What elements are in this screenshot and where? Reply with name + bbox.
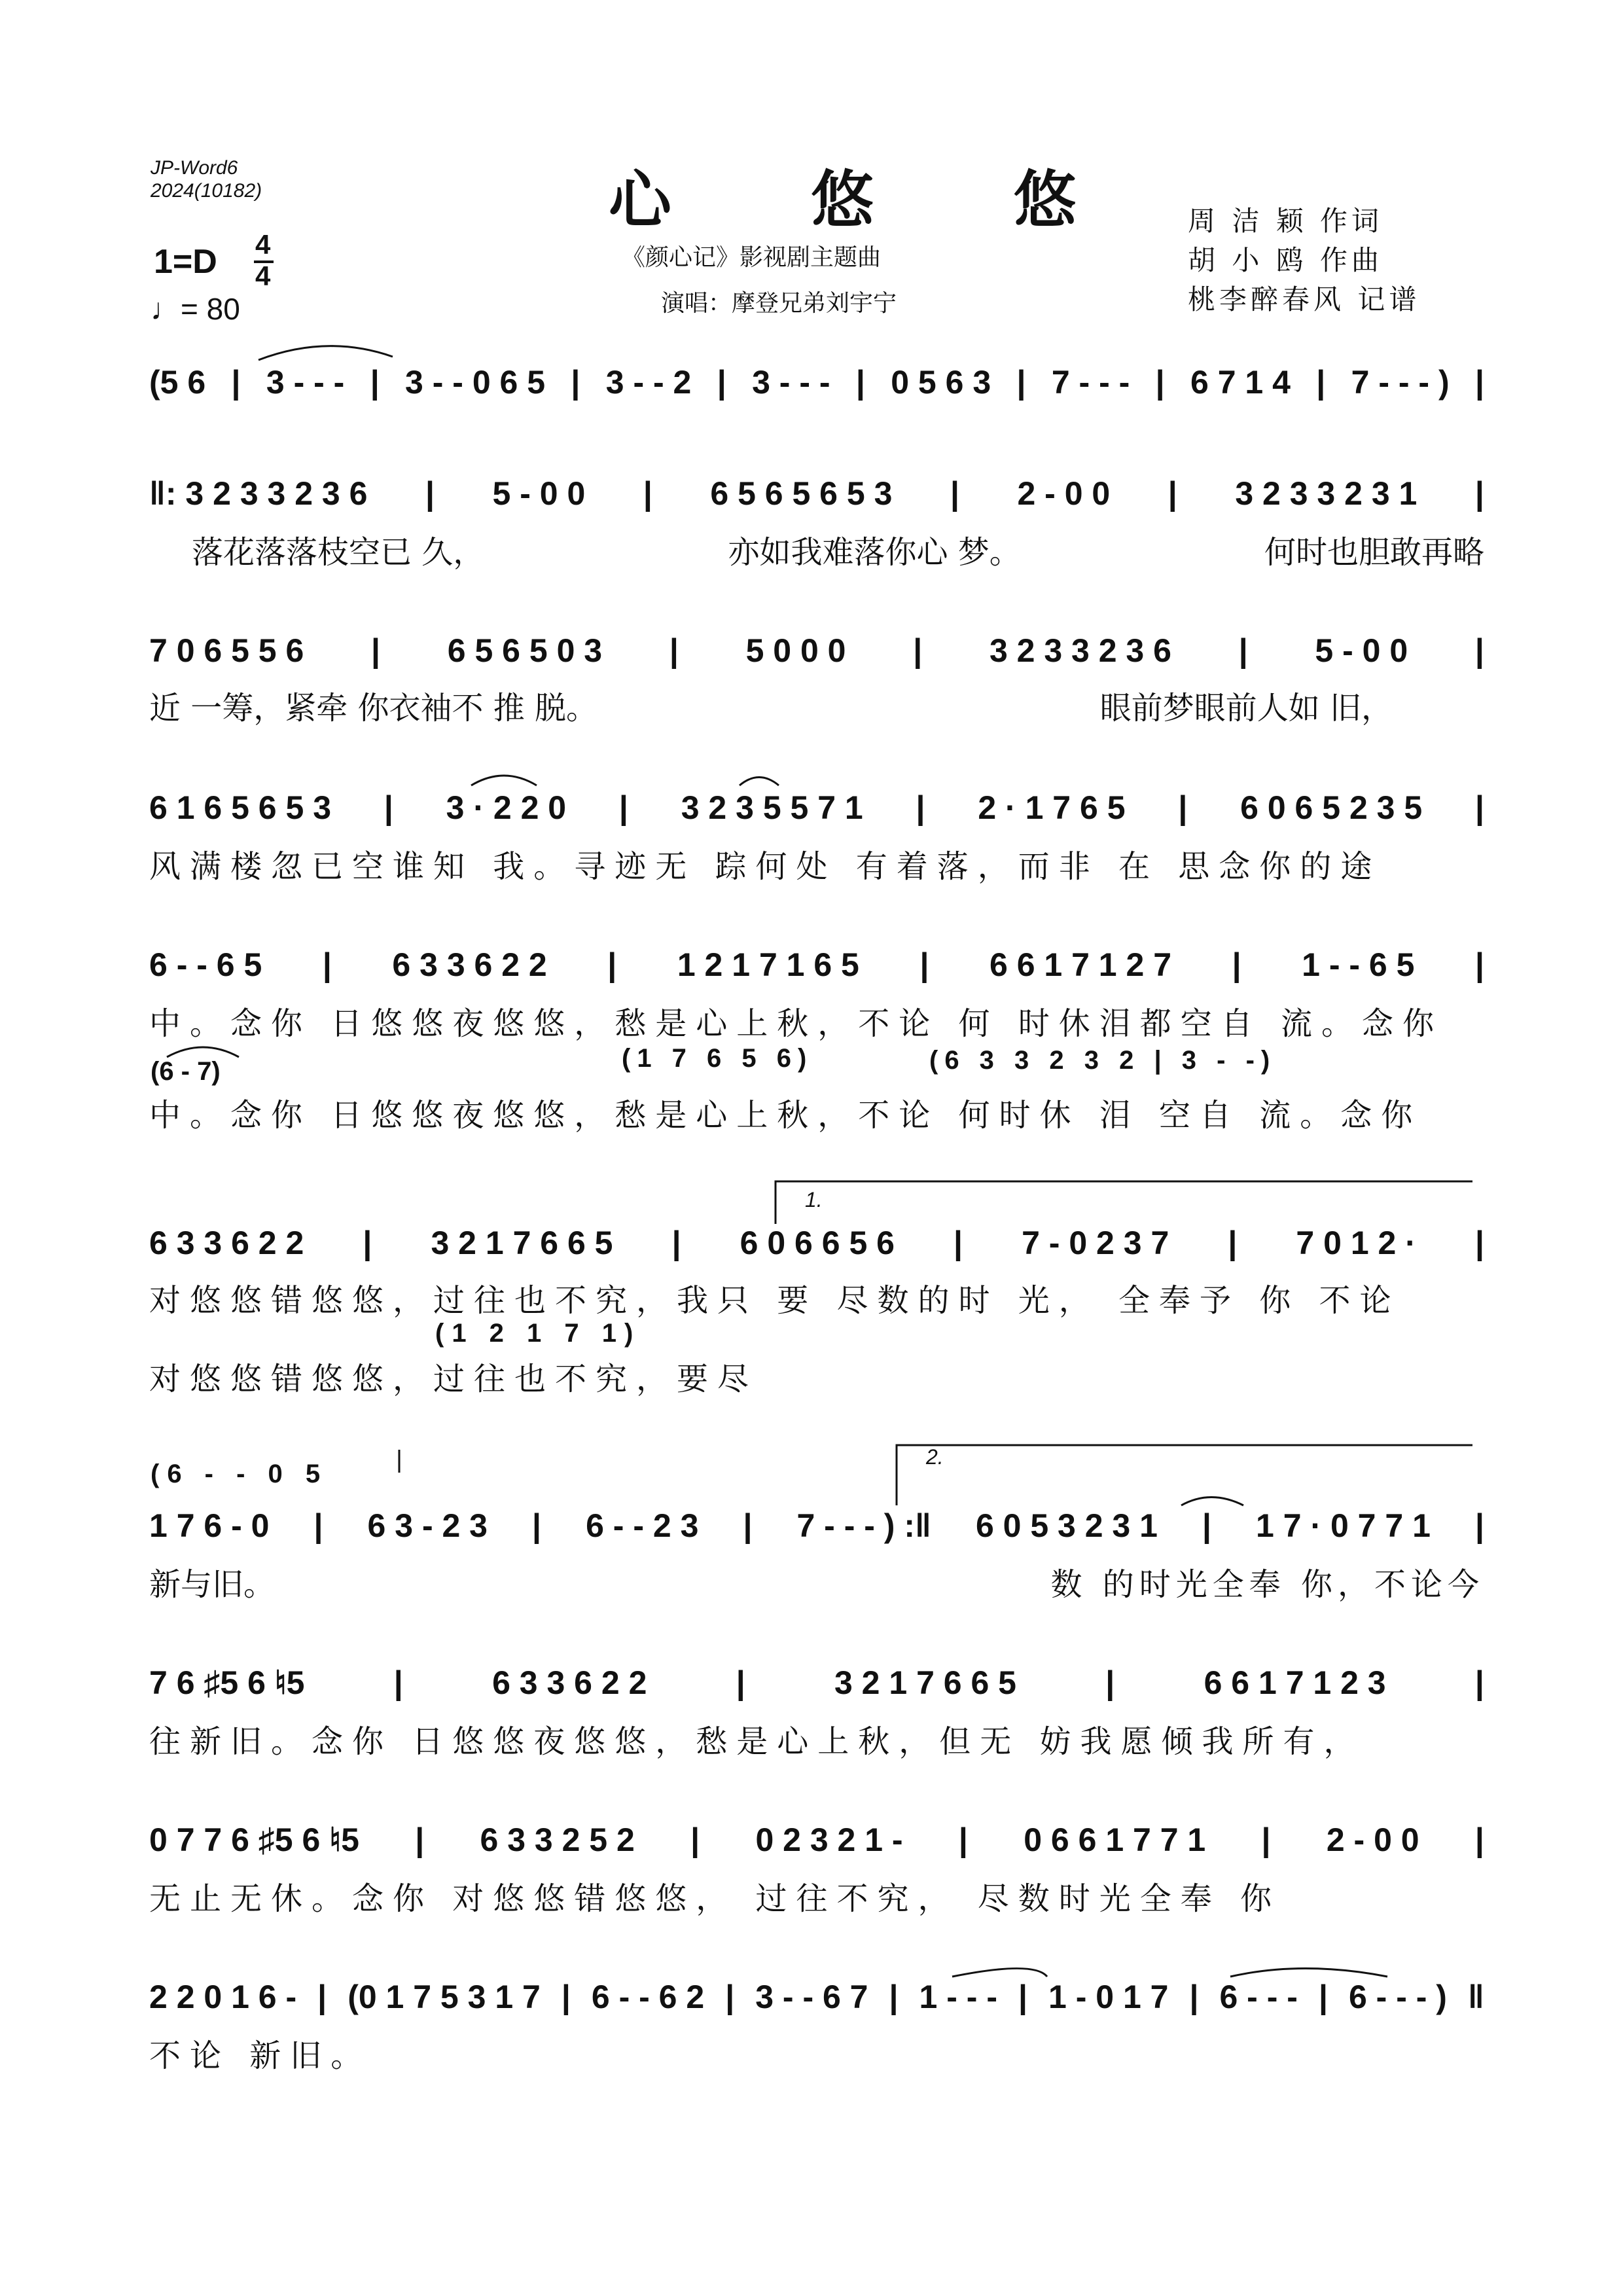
measure: 1 - 0 1 7 <box>1048 1979 1169 2015</box>
measure: 5 0 0 0 <box>745 632 846 669</box>
barline: | <box>743 1507 753 1544</box>
measure: 0 6 6 1 7 7 1 <box>1024 1821 1206 1858</box>
measure: 6 - - 6 5 <box>149 946 262 983</box>
barline: | <box>736 1664 745 1701</box>
lyric-line: 无止无休。念你 对悠悠错悠悠， 过往不究， 尽数时光全奉 你 <box>149 1880 1281 1917</box>
barline: | <box>954 1225 963 1261</box>
subtitle: 《颜心记》影视剧主题曲 <box>622 244 882 271</box>
measure: 1 7 · 0 7 7 1 <box>1256 1507 1431 1544</box>
lyric-line: 不论 新旧。 <box>149 2037 372 2074</box>
barline: | <box>1018 1979 1027 2015</box>
volta-2: 2. <box>926 1445 944 1469</box>
measure: 2 - 0 0 <box>1017 475 1111 512</box>
measure: 2 2 0 1 6 - <box>149 1979 297 2015</box>
score-code: 2024(10182) <box>151 180 262 202</box>
singer: 演唱：摩登兄弟刘宇宁 <box>661 290 897 317</box>
alt-notes: (1 2 1 7 1) <box>435 1319 641 1348</box>
lyric-line: 中。念你 日悠悠夜悠悠，愁是心上秋，不论 何时休 泪 空自 流。念你 <box>149 1097 1422 1134</box>
barline: | <box>950 475 959 512</box>
measure: 6 3 - 2 3 <box>367 1507 488 1544</box>
barline: | <box>371 632 381 669</box>
barline: | <box>618 789 628 826</box>
slur <box>952 1969 1047 1977</box>
barline: | <box>1475 946 1484 983</box>
barline: | <box>1105 1664 1115 1701</box>
lyric-line: 亦如我难落你心 梦。 <box>728 534 1021 571</box>
measure: 6 6 1 7 1 2 3 <box>1204 1664 1386 1701</box>
barline: | <box>1474 1507 1484 1544</box>
measure: ‖: 3 2 3 3 2 3 6 <box>149 475 368 512</box>
measure: 7 - - - ) <box>1351 364 1450 401</box>
transcriber-credit: 桃李醉春风 记谱 <box>1188 283 1421 315</box>
final-barline: ‖ <box>1467 1979 1484 2015</box>
measure: 1 - - - <box>919 1979 997 2015</box>
barline: | <box>725 1979 735 2015</box>
barline: | <box>919 946 929 983</box>
measure: 6 5 6 5 6 5 3 <box>710 475 893 512</box>
barline: | <box>671 1225 681 1261</box>
barline: | <box>1178 789 1188 826</box>
measure: 3 2 1 7 6 6 5 <box>431 1225 613 1261</box>
measure: 0 2 3 2 1 - <box>755 1821 903 1858</box>
volta-2-bracket <box>897 1445 1472 1505</box>
source-tag: JP-Word6 <box>151 157 238 179</box>
lyric-line: 何时也胆敢再略 <box>1264 534 1484 571</box>
alt-notes: (6 - 7) <box>151 1057 221 1086</box>
measure: 3 - - 2 <box>605 364 692 401</box>
measure: 5 - 0 0 <box>1315 632 1408 669</box>
barline: | <box>690 1821 700 1858</box>
measure: 7 - - - <box>1051 364 1130 401</box>
barline: | <box>415 1821 425 1858</box>
measure: 1 - - 6 5 <box>1302 946 1415 983</box>
barline: | <box>1202 1507 1211 1544</box>
measure: 3 2 3 5 5 7 1 <box>681 789 863 826</box>
barline: | <box>231 364 241 401</box>
barline: | <box>363 1225 372 1261</box>
measure: 7 - - - ) :‖ <box>796 1507 931 1544</box>
measure: 6 0 6 5 2 3 5 <box>1240 789 1423 826</box>
measure: 7 0 1 2 · <box>1296 1225 1416 1261</box>
measure: 6 0 5 3 2 3 1 <box>975 1507 1158 1544</box>
page-title: 心 悠 悠 <box>609 164 1135 237</box>
barline: | <box>1189 1979 1199 2015</box>
measure: 6 - - - ) <box>1348 1979 1447 2015</box>
barline: | <box>916 789 925 826</box>
slur <box>1230 1969 1387 1977</box>
key-signature: 1=D <box>154 243 217 281</box>
measure: 3 2 1 7 6 6 5 <box>834 1664 1016 1701</box>
barline: | <box>1318 1979 1328 2015</box>
lyric-line: 中。念你 日悠悠夜悠悠，愁是心上秋，不论 何 时休泪都空自 流。念你 <box>149 1005 1444 1042</box>
measure: 2 · 1 7 6 5 <box>978 789 1126 826</box>
barline: | <box>889 1979 899 2015</box>
barline: | <box>322 946 332 983</box>
tie-slur <box>259 346 393 360</box>
measure: 7 6 ♯5 6 ♮5 <box>149 1664 305 1701</box>
barline: | <box>1228 1225 1238 1261</box>
measure: 6 3 3 2 5 2 <box>480 1821 635 1858</box>
alt-notes: (1 7 6 5 6) <box>622 1044 813 1073</box>
measure: 6 - - 6 2 <box>591 1979 705 2015</box>
lyric-line: 新与旧。 <box>149 1566 276 1603</box>
barline: | <box>1474 364 1484 401</box>
barline: | <box>1232 946 1241 983</box>
barline: | <box>1474 789 1484 826</box>
time-signature-bottom: 4 <box>255 260 271 291</box>
barline: | <box>317 1979 327 2015</box>
measure: 5 - 0 0 <box>492 475 586 512</box>
measure: 6 5 6 5 0 3 <box>447 632 603 669</box>
lyric-line: 眼前梦眼前人如 旧， <box>1099 690 1393 726</box>
measure: 1 7 6 - 0 <box>149 1507 270 1544</box>
lyric-line: 对悠悠错悠悠，过往也不究，我只 要 尽数的时 光， 全奉予 你 不论 <box>149 1282 1400 1319</box>
lyric-line: 风满楼忽已空谁知 我。寻迹无 踪何处 有着落，而非 在 思念你的途 <box>149 848 1382 885</box>
barline: | <box>393 1664 403 1701</box>
measure: 6 3 3 6 2 2 <box>492 1664 647 1701</box>
barline: | <box>1474 632 1484 669</box>
time-signature-top: 4 <box>255 229 271 260</box>
barline: | <box>1016 364 1026 401</box>
measure: 3 2 3 3 2 3 6 <box>989 632 1171 669</box>
measure: 6 7 1 4 <box>1190 364 1291 401</box>
volta-1: 1. <box>805 1188 823 1211</box>
measure: 0 5 6 3 <box>891 364 991 401</box>
measure: 6 0 6 6 5 6 <box>740 1225 895 1261</box>
measure: 6 1 6 5 6 5 3 <box>149 789 332 826</box>
lyricist-credit: 周 洁 颖 作词 <box>1188 205 1383 237</box>
barline: | <box>643 475 652 512</box>
measure: 3 · 2 2 0 <box>446 789 567 826</box>
slur <box>471 776 537 785</box>
lyric-line: 数 的时光全奉 你，不论今 <box>1050 1566 1484 1603</box>
barline: | <box>571 364 580 401</box>
barline: | <box>1474 475 1484 512</box>
barline: | <box>1474 1225 1484 1261</box>
measure: 6 6 1 7 1 2 7 <box>990 946 1172 983</box>
barline: | <box>1238 632 1248 669</box>
slur <box>1181 1498 1243 1506</box>
measure: 3 2 3 3 2 3 1 <box>1235 475 1418 512</box>
measure: 6 3 3 6 2 2 <box>392 946 547 983</box>
barline: | <box>1316 364 1326 401</box>
measure: 7 - 0 2 3 7 <box>1022 1225 1169 1261</box>
barline: | <box>717 364 726 401</box>
alt-notes: (6 3 3 2 3 2 | 3 - -) <box>929 1046 1277 1075</box>
measure: 6 - - - <box>1219 1979 1298 2015</box>
barline: | <box>669 632 679 669</box>
barline: | <box>370 364 380 401</box>
measure: (5 6 <box>149 364 206 401</box>
barline: | <box>313 1507 323 1544</box>
barline: | <box>383 789 393 826</box>
lyric-line: 对悠悠错悠悠，过往也不究，要尽 <box>149 1361 758 1397</box>
lyric-line: 往新旧。念你 日悠悠夜悠悠，愁是心上秋，但无 妨我愿倾我所有， <box>149 1723 1364 1760</box>
measure: 7 0 6 5 5 6 <box>149 632 304 669</box>
barline: | <box>532 1507 542 1544</box>
barline: | <box>1474 1821 1484 1858</box>
barline: | <box>1474 1664 1484 1701</box>
barline: | <box>561 1979 571 2015</box>
lyric-line: 落花落落枝空已 久， <box>192 534 485 571</box>
tempo-mark: ♩= 80 <box>151 292 240 326</box>
barline: | <box>1155 364 1165 401</box>
composer-credit: 胡 小 鸥 作曲 <box>1188 244 1383 276</box>
volta-1-bracket <box>776 1181 1472 1224</box>
measure: 1 2 1 7 1 6 5 <box>677 946 859 983</box>
slur <box>740 778 779 786</box>
measure: 6 3 3 6 2 2 <box>149 1225 304 1261</box>
barline: | <box>958 1821 968 1858</box>
measure: 6 - - 2 3 <box>586 1507 699 1544</box>
measure: 0 7 7 6 ♯5 6 ♮5 <box>149 1821 359 1858</box>
measure: (0 1 7 5 3 1 7 <box>348 1979 541 2015</box>
measure: 3 - - - <box>752 364 830 401</box>
barline: | <box>855 364 865 401</box>
barline: | <box>1261 1821 1271 1858</box>
measure: 3 - - 0 6 5 <box>405 364 546 401</box>
barline: | <box>913 632 923 669</box>
measure: 3 - - 6 7 <box>755 1979 868 2015</box>
measure: 3 - - - <box>266 364 345 401</box>
lyric-line: 近 一筹，紧牵 你衣袖不 推 脱。 <box>149 690 598 726</box>
barline: | <box>1168 475 1177 512</box>
measure: 2 - 0 0 <box>1326 1821 1419 1858</box>
alt-notes: (6 - - 0 5 <box>151 1460 329 1488</box>
barline: | <box>607 946 617 983</box>
slur <box>167 1047 239 1057</box>
barline: | <box>425 475 435 512</box>
